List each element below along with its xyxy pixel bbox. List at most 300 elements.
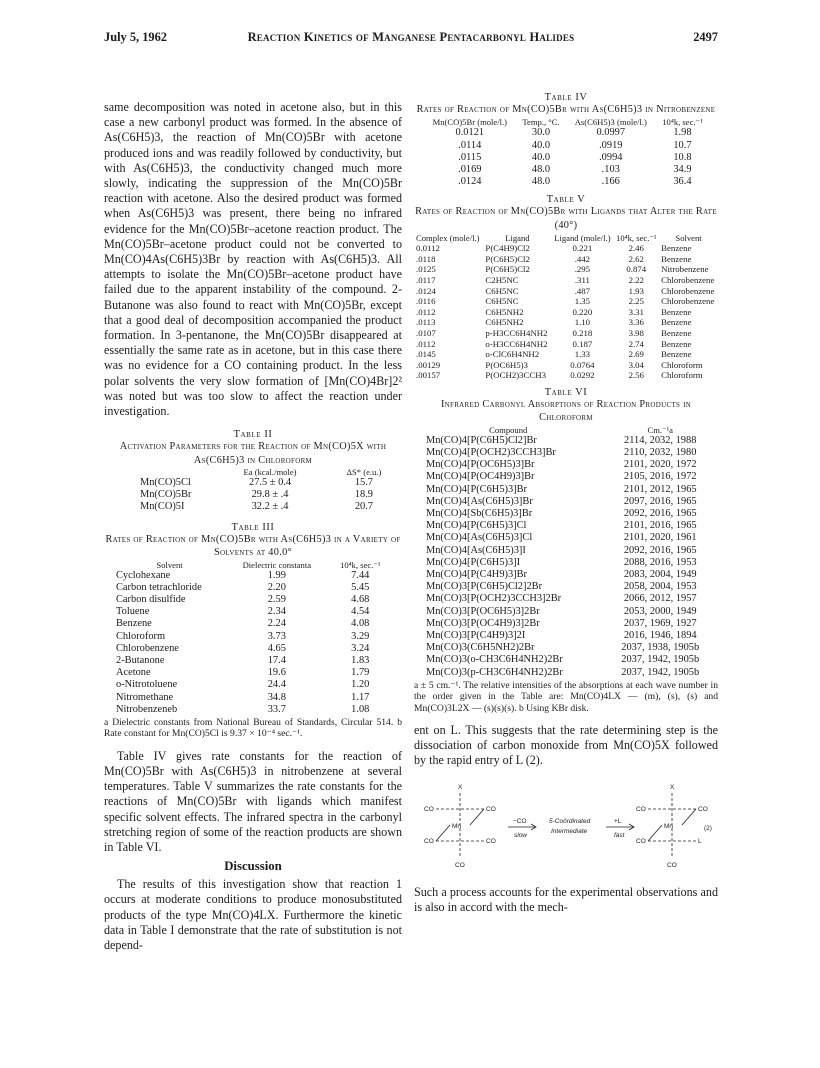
table-cell: C6H5NH2: [485, 306, 524, 317]
table-row: [104, 631, 402, 643]
table-cell: .0112: [416, 306, 436, 317]
table-cell: Mn(CO)4[Sb(C6H5)3]Br: [426, 507, 533, 519]
table-cell: Nitrobenzeneb: [116, 703, 178, 715]
table-cell: o-H3CC6H4NH2: [485, 338, 548, 349]
table-cell: Benzene: [661, 338, 692, 349]
table-cell: 2016, 1946, 1894: [623, 630, 697, 642]
table-cell: P(C6H5)Cl2: [485, 253, 530, 264]
table-cell: 2110, 2032, 1980: [624, 446, 697, 458]
table-cell: P(OCH2)3CCH3: [485, 370, 547, 381]
table-cell: Chloroform: [661, 359, 703, 370]
table-row: [414, 520, 718, 532]
table-cell: 2058, 2004, 1953: [623, 581, 697, 593]
table-row: [414, 667, 718, 679]
section-heading-discussion: Discussion: [224, 859, 282, 874]
table-row: [414, 569, 718, 581]
table-cell: Nitromethane: [116, 691, 174, 703]
table-cell: Cyclohexane: [116, 569, 171, 581]
table-cell: Mn(CO)3[P(OC4H9)3]2Br: [426, 617, 540, 629]
table6-body: [414, 435, 718, 679]
table-row: [414, 630, 718, 642]
table-row: [414, 254, 718, 265]
table-row: [104, 489, 402, 501]
table-cell: .0919: [599, 139, 623, 151]
table-cell: .442: [574, 253, 591, 264]
scheme-x-label: X: [458, 783, 463, 791]
table-row: [104, 692, 402, 704]
table-cell: C6H5NC: [485, 285, 519, 296]
table-row: [104, 679, 402, 691]
table-cell: .0125: [416, 264, 436, 275]
table-cell: 2-Butanone: [116, 654, 165, 666]
table-row: [414, 317, 718, 328]
table-cell: 4.54: [351, 606, 370, 618]
table-header: 10⁴k, sec.⁻¹: [616, 233, 657, 244]
table-cell: .0114: [458, 139, 482, 151]
table-cell: 0.0764: [570, 359, 595, 370]
table-cell: 1.10: [574, 317, 591, 328]
table-cell: 0.0112: [416, 243, 440, 254]
table-header: Cm.⁻¹a: [647, 424, 673, 435]
scheme-co-label: CO: [636, 805, 646, 813]
scheme-co-label: CO: [424, 837, 434, 845]
table-header: Compound: [489, 424, 528, 435]
scheme-co-label: CO: [424, 805, 434, 813]
table-cell: Chlorobenzene: [116, 642, 179, 654]
table-cell: 1.83: [351, 654, 370, 666]
body-paragraph: Such a process accounts for the experimental observations and is also in accord with the mech-: [414, 884, 718, 914]
table-row: [104, 643, 402, 655]
table-cell: P(C4H9)Cl2: [485, 243, 530, 254]
table-cell: 1.08: [351, 703, 370, 715]
table-cell: C6H5NC: [485, 296, 519, 307]
table-row: [414, 606, 718, 618]
table-cell: Mn(CO)4[P(OC4H9)3]Br: [426, 471, 535, 483]
table-cell: .00157: [416, 370, 441, 381]
table-header: Solvent: [675, 233, 702, 244]
table-cell: 5.45: [351, 581, 370, 593]
table-cell: 20.7: [354, 501, 373, 513]
table-cell: .0112: [416, 338, 436, 349]
table-cell: 32.2 ± .4: [251, 501, 289, 513]
table4-caption: Rates of Reaction of Mn(CO)5Br with As(C6H5)3 in Nitrobenzene: [416, 104, 716, 115]
table2-number: Table II: [233, 429, 273, 441]
table-row: [104, 570, 402, 582]
table-cell: 0.221: [572, 243, 593, 254]
table-cell: 2.74: [628, 338, 644, 349]
header-page-number: 2497: [693, 30, 718, 44]
table-row: [414, 264, 718, 275]
table6: [414, 426, 718, 679]
table-cell: 3.36: [628, 317, 644, 328]
table-cell: 40.0: [531, 139, 551, 151]
table-cell: 1.98: [673, 127, 692, 139]
table-cell: 2101, 2020, 1961: [623, 532, 697, 544]
table-row: [414, 447, 718, 459]
table-cell: Chlorobenzene: [661, 275, 715, 286]
scheme-equation-number: (2): [704, 824, 712, 832]
table-cell: .0118: [416, 253, 436, 264]
table-cell: p-H3CC6H4NH2: [485, 327, 548, 338]
table-cell: .295: [574, 264, 591, 275]
table-cell: 2.20: [267, 581, 286, 593]
scheme-mn-label: Mn: [452, 822, 462, 830]
table5: [414, 234, 718, 381]
left-column: [104, 100, 402, 953]
table-header-row: [414, 234, 718, 243]
table-cell: o-Nitrotoluene: [116, 679, 178, 691]
table-row: [104, 594, 402, 606]
table-cell: Mn(CO)4[P(OC6H5)3]Br: [426, 459, 535, 471]
table-cell: 2.62: [628, 253, 644, 264]
table-cell: 1.20: [351, 679, 370, 691]
table-cell: Mn(CO)4[As(C6H5)3]Br: [426, 495, 533, 507]
table-cell: 2092, 2016, 1965: [623, 507, 697, 519]
table-cell: .0117: [416, 275, 436, 286]
scheme-co-label: CO: [636, 837, 646, 845]
table-cell: 0.220: [572, 306, 593, 317]
table-row: [104, 501, 402, 513]
table-cell: .0169: [458, 164, 482, 176]
table-cell: 29.8 ± .4: [251, 489, 289, 501]
table-cell: 2101, 2012, 1965: [623, 483, 697, 495]
table-cell: 2105, 2016, 1972: [623, 471, 697, 483]
table-cell: 34.9: [673, 164, 692, 176]
table-cell: 1.35: [574, 296, 591, 307]
table-row: [104, 655, 402, 667]
table-header: Ligand: [505, 233, 530, 244]
table-cell: 40.0: [531, 151, 551, 163]
table-cell: 0.0292: [570, 370, 595, 381]
table-cell: Benzene: [661, 306, 692, 317]
table-cell: 1.93: [628, 285, 644, 296]
table-header: Solvent: [156, 559, 183, 570]
table-row: [414, 471, 718, 483]
table-header: 10⁴k, sec.⁻¹: [662, 117, 703, 128]
table-cell: 15.7: [354, 477, 373, 489]
table-cell: 17.4: [267, 654, 286, 666]
table-row: [414, 243, 718, 254]
table-cell: Mn(CO)3(o-CH3C6H4NH2)2Br: [426, 654, 563, 666]
table-cell: C6H5NH2: [485, 317, 524, 328]
table-cell: Mn(CO)4[P(C6H5)3]Br: [426, 483, 528, 495]
table-row: [414, 459, 718, 471]
table-header: Dielectric constanta: [242, 559, 312, 570]
table-row: [414, 435, 718, 447]
table-cell: 2083, 2004, 1949: [623, 569, 697, 580]
table-cell: 10.8: [673, 151, 692, 163]
table-row: [414, 532, 718, 544]
table-cell: Carbon tetrachloride: [116, 581, 202, 593]
reaction-scheme-2: [414, 777, 718, 881]
table-cell: Mn(CO)4[P(C6H5)3]I: [426, 556, 521, 568]
table-cell: Benzene: [661, 253, 692, 264]
table-cell: .0994: [599, 151, 623, 163]
table-header: [104, 468, 214, 477]
table-header: Complex (mole/l.): [416, 233, 480, 244]
scheme-l-label: L: [698, 837, 702, 845]
table-cell: 4.65: [267, 642, 286, 654]
scheme-co-label: CO: [698, 805, 708, 813]
table-row: [104, 582, 402, 594]
table-row: [414, 286, 718, 297]
table-cell: Chlorobenzene: [661, 285, 715, 296]
table-cell: Mn(CO)3(p-CH3C6H4NH2)2Br: [426, 666, 563, 678]
table-cell: 2037, 1969, 1927: [623, 617, 697, 629]
table-cell: 3.29: [351, 630, 370, 642]
table-header: 10⁴k, sec.⁻¹: [340, 559, 381, 570]
table-cell: 2037, 1942, 1905b: [621, 666, 700, 678]
table-row: [414, 370, 718, 381]
table-cell: Mn(CO)4[As(C6H5)3]Cl: [426, 532, 533, 544]
table-header: ΔS* (e.u.): [346, 467, 382, 478]
scheme-arrow-label: +L: [614, 817, 622, 825]
table-cell: 3.73: [267, 630, 286, 642]
table-header: Ea (kcal./mole): [243, 467, 297, 478]
table-cell: 2.22: [628, 275, 644, 286]
table-cell: 10.7: [673, 139, 692, 151]
scheme-x-label: X: [670, 783, 675, 791]
table-cell: 2037, 1938, 1905b: [621, 642, 700, 654]
table-cell: Mn(CO)5Br: [140, 489, 192, 501]
table-cell: 2.69: [628, 349, 644, 360]
table-cell: Mn(CO)4[P(C6H5)Cl2]Br: [426, 434, 537, 446]
table-header-row: [423, 118, 709, 127]
table-cell: 2053, 2000, 1949: [623, 605, 697, 617]
table-cell: 2114, 2032, 1988: [624, 434, 697, 446]
table-cell: Chlorobenzene: [661, 296, 715, 307]
table-cell: .103: [601, 164, 620, 176]
table-cell: 2.56: [628, 370, 644, 381]
table-cell: P(C6H5)Cl2: [485, 264, 530, 275]
table-cell: .487: [574, 285, 591, 296]
table3-footnote: a Dielectric constants from National Bureau of Standards, Circular 514. b Rate constant for Mn(CO)5Cl is 9.37 × 10⁻⁴ sec.⁻¹.: [104, 716, 402, 740]
table6-footnote: a ± 5 cm.⁻¹. The relative intensities of the absorptions at each wave number in the order given in the Table are: Mn(CO)4LX — (m), (s), (s) and Mn(CO)3L2X — (s)(s)(s). b Using KBr disk.: [414, 679, 718, 714]
header-title: Reaction Kinetics of Manganese Pentacarbonyl Halides: [247, 30, 575, 44]
table3-caption: Rates of Reaction of Mn(CO)5Br with As(C6H5)3 in a Variety of Solvents at 40.0°: [105, 533, 401, 559]
table2-caption: Activation Parameters for the Reaction of Mn(CO)5X with As(C6H5)3 in Chloroform: [119, 441, 387, 466]
table-cell: Benzene: [661, 349, 692, 360]
table-cell: .0113: [416, 317, 436, 328]
scheme-intermediate-label: Intermediate: [551, 827, 588, 835]
table-row: [423, 176, 709, 188]
table-cell: 0.874: [626, 264, 647, 275]
table-cell: Benzene: [116, 618, 152, 630]
table-cell: 3.31: [628, 306, 644, 317]
table-cell: 34.8: [267, 691, 286, 703]
table-row: [414, 360, 718, 371]
table-header: Temp., °C.: [522, 117, 560, 128]
table-cell: Benzene: [661, 243, 692, 254]
scheme-arrow-label: slow: [514, 831, 528, 839]
scheme-intermediate-label: 5-Coördinated: [549, 817, 591, 825]
table-row: [414, 593, 718, 605]
table-row: [423, 164, 709, 176]
table-cell: 1.79: [351, 667, 370, 679]
table-row: [423, 152, 709, 164]
table-row: [414, 484, 718, 496]
table-cell: .0124: [458, 176, 482, 188]
table-cell: .0145: [416, 349, 436, 360]
table-cell: Mn(CO)3(C6H5NH2)2Br: [426, 642, 535, 654]
table-cell: Mn(CO)4[P(C4H9)3]Br: [426, 569, 528, 580]
table-cell: Toluene: [116, 606, 150, 618]
table4: [423, 118, 709, 188]
table-header: As(C6H5)3 (mole/l.): [574, 117, 647, 128]
table-cell: 2101, 2020, 1972: [623, 459, 697, 471]
table-cell: 2.46: [628, 243, 644, 254]
table-cell: Mn(CO)3[P(OCH2)3CCH3]2Br: [426, 593, 562, 605]
discussion-paragraph: The results of this investigation show that reaction 1 occurs at moderate conditions to produce monosubstituted products of the type Mn(CO)4LX. Furthermore the kinetic data in Table I demonstrate that the rate of substitution is not depend-: [104, 877, 402, 952]
table-cell: 0.0997: [596, 127, 626, 139]
table-cell: 24.4: [267, 679, 286, 691]
table-cell: 30.0: [531, 127, 551, 139]
table-row: [414, 654, 718, 666]
body-paragraph: Table IV gives rate constants for the reaction of Mn(CO)5Br with As(C6H5)3 in nitrobenzene at several temperatures. Table V summarizes the rate constants for the reactions of Mn(CO)5Br with ligands which manifest specific solvent effects. The infrared spectra in the carbonyl stretching region of some of the reaction products are shown in Table VI.: [104, 748, 402, 854]
table-row: [423, 140, 709, 152]
table-cell: Mn(CO)4[P(C6H5)3]Cl: [426, 520, 527, 532]
scheme-arrow-label: −CO: [513, 817, 527, 825]
table-cell: Mn(CO)3[P(C6H5)Cl2]2Br: [426, 581, 543, 593]
table-row: [414, 275, 718, 286]
table-row: [104, 606, 402, 618]
table-row: [414, 328, 718, 339]
table-header-row: [414, 426, 718, 435]
table-cell: 36.4: [673, 176, 692, 188]
table-row: [414, 642, 718, 654]
table-header: Mn(CO)5Br (mole/l.): [432, 117, 508, 128]
table4-body: [423, 127, 709, 188]
table5-number: Table V: [546, 194, 586, 206]
table-cell: 3.24: [351, 642, 370, 654]
table-cell: 2088, 2016, 1953: [623, 556, 697, 568]
table-cell: .0107: [416, 327, 436, 338]
table-cell: .311: [574, 275, 590, 286]
table-cell: 2.25: [628, 296, 644, 307]
table-cell: Benzene: [661, 317, 692, 328]
table-cell: 1.33: [574, 349, 591, 360]
table-cell: Mn(CO)4[As(C6H5)3]I: [426, 544, 526, 556]
table-cell: Carbon disulfide: [116, 593, 186, 605]
table-cell: Mn(CO)4[P(OCH2)3CCH3]Br: [426, 446, 556, 458]
table-row: [414, 496, 718, 508]
table-cell: 0.0121: [455, 127, 485, 139]
table-cell: 7.44: [351, 569, 370, 581]
running-header: [104, 30, 718, 48]
table-row: [104, 704, 402, 716]
table-cell: 48.0: [531, 176, 551, 188]
table-cell: o-ClC6H4NH2: [485, 349, 540, 360]
table-cell: 2066, 2012, 1957: [623, 593, 697, 605]
table-cell: Benzene: [661, 327, 692, 338]
table-header: Ligand (mole/l.): [554, 233, 611, 244]
scheme-arrow-label: fast: [614, 831, 625, 839]
table-cell: .0115: [458, 151, 482, 163]
table-row: [414, 618, 718, 630]
table-cell: .00129: [416, 359, 441, 370]
table-cell: 0.218: [572, 327, 593, 338]
table-cell: 27.5 ± 0.4: [249, 477, 292, 489]
table-cell: C2H5NC: [485, 275, 519, 286]
table-row: [414, 296, 718, 307]
table-header-row: [104, 468, 402, 477]
table5-body: [414, 243, 718, 381]
table-row: [104, 477, 402, 489]
table-row: [423, 127, 709, 139]
table-cell: 2.24: [267, 618, 286, 630]
table-row: [414, 581, 718, 593]
table-cell: .0116: [416, 296, 436, 307]
table-cell: .0124: [416, 285, 436, 296]
table-cell: 2.59: [267, 593, 286, 605]
table-cell: 33.7: [267, 703, 286, 715]
table-cell: Mn(CO)5Cl: [140, 477, 191, 489]
scheme-co-label: CO: [455, 861, 465, 869]
table-row: [414, 508, 718, 520]
table6-caption: Infrared Carbonyl Absorptions of Reaction Products in Chloroform: [440, 398, 692, 424]
table2: [104, 468, 402, 514]
scheme-co-label: CO: [486, 837, 496, 845]
table-cell: 1.17: [351, 691, 370, 703]
table-row: [104, 667, 402, 679]
table-row: [414, 557, 718, 569]
table-header-row: [104, 561, 402, 570]
table-cell: 18.9: [354, 489, 373, 501]
table-cell: Mn(CO)5I: [140, 501, 185, 513]
table-cell: Acetone: [116, 667, 151, 679]
table-cell: 2097, 2016, 1965: [623, 495, 697, 507]
table6-number: Table VI: [544, 386, 588, 398]
table-row: [414, 545, 718, 557]
table3-body: [104, 570, 402, 716]
table-cell: 0.187: [572, 338, 593, 349]
table-cell: .166: [601, 176, 620, 188]
reaction-scheme-svg: [414, 777, 718, 881]
scheme-co-label: CO: [667, 861, 677, 869]
table-cell: Nitrobenzene: [661, 264, 709, 275]
table-cell: 4.68: [351, 593, 370, 605]
table-row: [414, 349, 718, 360]
table3: [104, 561, 402, 716]
right-column: [414, 92, 718, 915]
table-cell: 48.0: [531, 164, 551, 176]
table-cell: Mn(CO)3[P(OC6H5)3]2Br: [426, 605, 540, 617]
table-cell: 2101, 2016, 1965: [623, 520, 697, 532]
table-cell: 1.99: [267, 569, 286, 581]
table-cell: P(OC6H5)3: [485, 359, 528, 370]
table-cell: 2.34: [267, 606, 286, 618]
table4-number: Table IV: [544, 92, 588, 103]
table-cell: 2037, 1942, 1905b: [621, 654, 700, 666]
table3-number: Table III: [231, 521, 275, 533]
intro-paragraph: same decomposition was noted in acetone also, but in this case a new carbonyl product was formed. In the absence of As(C6H5)3, the reaction of Mn(CO)5Br with acetone produced ions and was readily followed by conductivity, but with As(C6H5)3, the conductivity changed much more slowly, indicating the suppression of the Mn(CO)5Br reaction with acetone. Also the desired product was formed when As(C6H5)3 was present, there being no infrared evidence for the Mn(CO)5Br–acetone reaction product. The Mn(CO)5Br–acetone product could not be converted to Mn(CO)4As(C6H5)3Br by reaction with As(C6H5)3. All attempts to isolate the Mn(CO)5Br–acetone product have failed due to the apparent instability of the compound. 2-Butanone was also found to react with Mn(CO)5Br, except that a good deal of decomposition accompanied the product formation. In 3-pentanone, the Mn(CO)5Br disappeared at essentially the same rate as in acetone, but in this case there was no evidence for a CO containing product. In the less polar solvents the very slow formation of [Mn(CO)4Br]2² was noted but was too slow to affect the reaction under investigation.: [104, 100, 402, 419]
scheme-co-label: CO: [486, 805, 496, 813]
body-paragraph: ent on L. This suggests that the rate determining step is the dissociation of carbon monoxide from Mn(CO)5X followed by the rapid entry of L (2).: [414, 723, 718, 768]
table5-caption: Rates of Reaction of Mn(CO)5Br with Ligands that Alter the Rate (40°): [415, 206, 717, 231]
table-row: [414, 339, 718, 350]
table-cell: 3.04: [628, 359, 644, 370]
table-cell: 4.08: [351, 618, 370, 630]
table-row: [104, 618, 402, 630]
header-date: July 5, 1962: [104, 30, 167, 44]
table-cell: 19.6: [267, 667, 286, 679]
table-cell: Chloroform: [116, 630, 166, 642]
table-row: [414, 307, 718, 318]
table-cell: Mn(CO)3[P(C4H9)3]2I: [426, 630, 526, 642]
table-cell: Chloroform: [661, 370, 703, 381]
table-cell: 3.98: [628, 327, 644, 338]
scheme-mn-label: Mn: [664, 822, 674, 830]
